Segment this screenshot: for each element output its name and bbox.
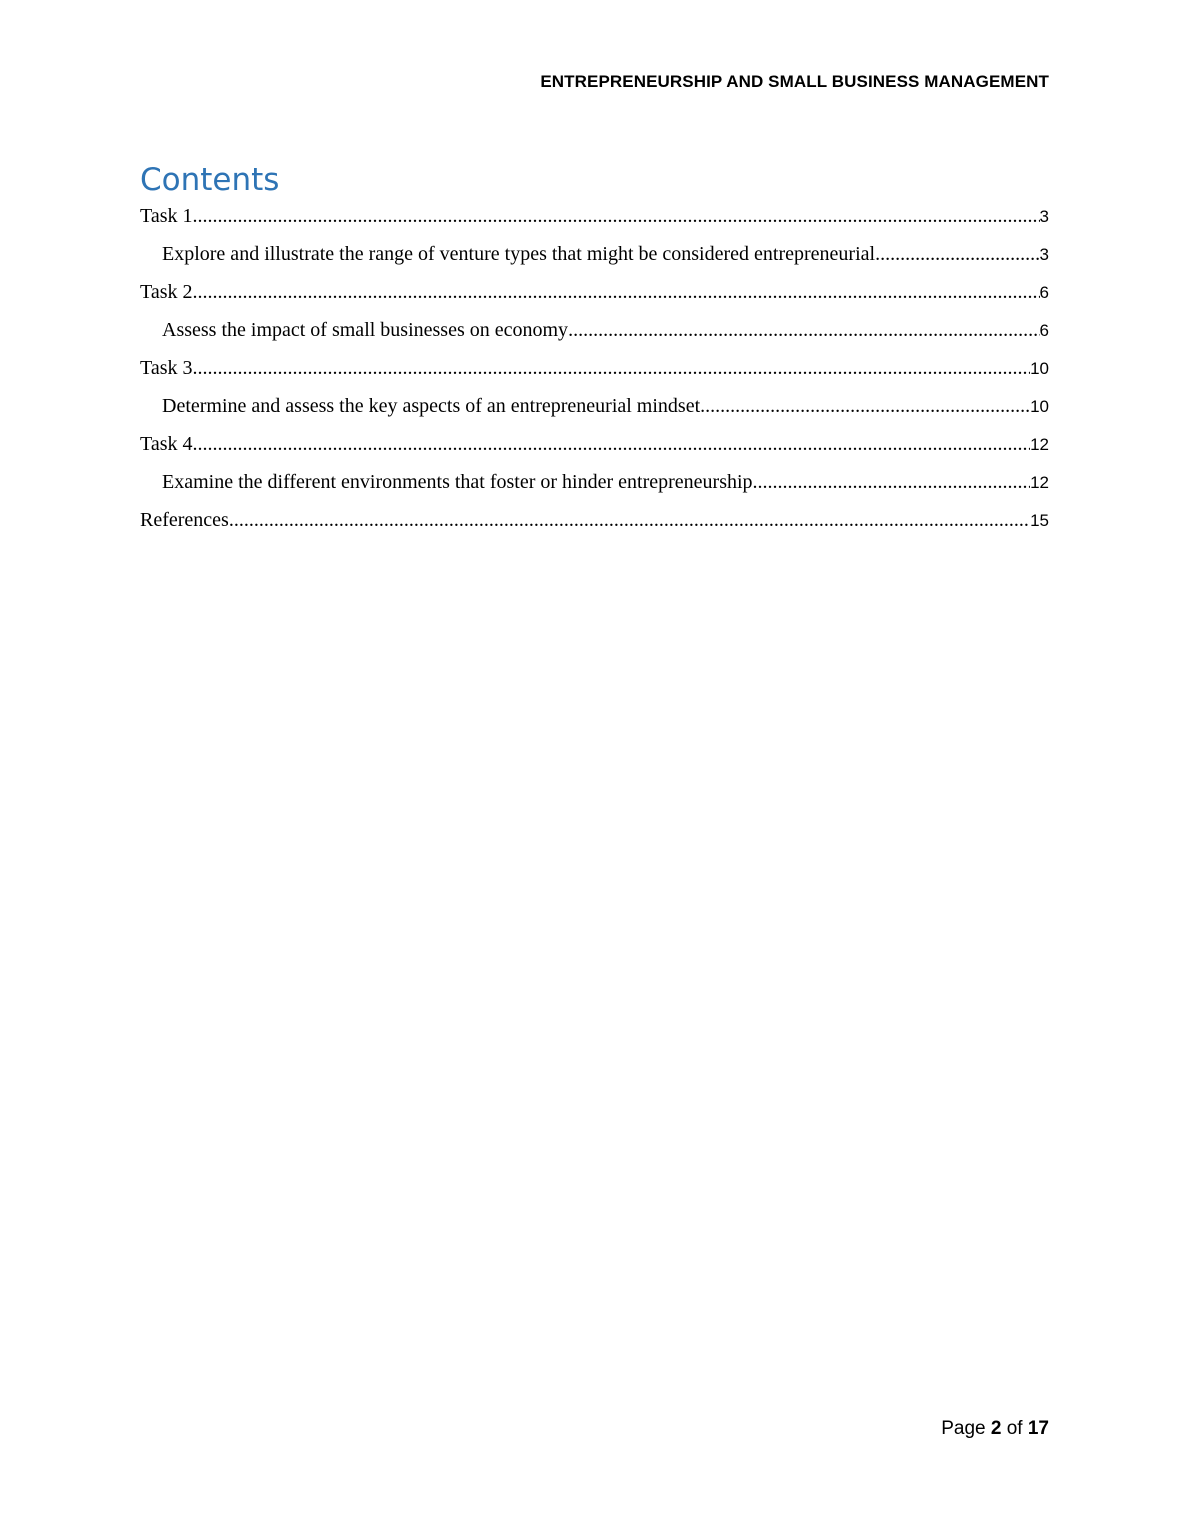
toc-entry-task-4[interactable]: [140, 428, 1049, 466]
toc-entry-references[interactable]: [140, 504, 1049, 542]
toc-entry-small-business-impact[interactable]: [140, 314, 1049, 352]
toc-entry-text: Task 4: [140, 433, 193, 455]
current-page-number: 2: [990, 1418, 1002, 1439]
toc-entry-page: 10: [1030, 397, 1049, 416]
toc-dot-leader: [875, 238, 1039, 270]
toc-dot-leader: [192, 428, 1030, 460]
toc-entry-text: Determine and assess the key aspects of an entrepreneurial mindset: [162, 395, 701, 417]
toc-entry-task-1[interactable]: [140, 200, 1049, 238]
toc-entry-entrepreneurial-mindset[interactable]: [140, 390, 1049, 428]
page-number-footer: [140, 1418, 1049, 1440]
toc-entry-text: Examine the different environments that foster or hinder entrepreneurship: [162, 471, 753, 493]
page-header-title: ENTREPRENEURSHIP AND SMALL BUSINESS MANAGEMENT: [540, 72, 1049, 91]
contents-heading: Contents: [140, 162, 280, 198]
toc-entry-text: Task 3: [140, 357, 193, 379]
toc-entry-page: 12: [1030, 435, 1049, 454]
toc-entry-page: 3: [1039, 207, 1049, 226]
toc-entry-page: 10: [1030, 359, 1049, 378]
table-of-contents: [140, 200, 1049, 542]
toc-entry-text: Explore and illustrate the range of venture types that might be considered entrepreneurial: [162, 243, 876, 265]
toc-entry-task-3[interactable]: [140, 352, 1049, 390]
toc-entry-page: 15: [1030, 511, 1049, 530]
toc-entry-page: 6: [1039, 321, 1049, 340]
toc-entry-page: 3: [1039, 245, 1049, 264]
total-pages-number: 17: [1027, 1418, 1049, 1439]
toc-dot-leader: [568, 314, 1039, 346]
toc-entry-page: 6: [1039, 283, 1049, 302]
page-word: Page: [941, 1418, 986, 1439]
toc-entry-venture-types[interactable]: [140, 238, 1049, 276]
toc-dot-leader: [192, 352, 1030, 384]
toc-entry-text: References: [140, 509, 229, 531]
toc-entry-text: Task 1: [140, 205, 193, 227]
toc-entry-text: Assess the impact of small businesses on economy: [162, 319, 569, 341]
toc-dot-leader: [753, 466, 1031, 498]
of-word: of: [1006, 1418, 1023, 1439]
toc-entry-text: Task 2: [140, 281, 193, 303]
toc-entry-task-2[interactable]: [140, 276, 1049, 314]
toc-dot-leader: [229, 504, 1030, 536]
toc-dot-leader: [192, 200, 1039, 232]
toc-entry-page: 12: [1030, 473, 1049, 492]
toc-dot-leader: [700, 390, 1030, 422]
toc-dot-leader: [192, 276, 1039, 308]
toc-entry-environments[interactable]: [140, 466, 1049, 504]
